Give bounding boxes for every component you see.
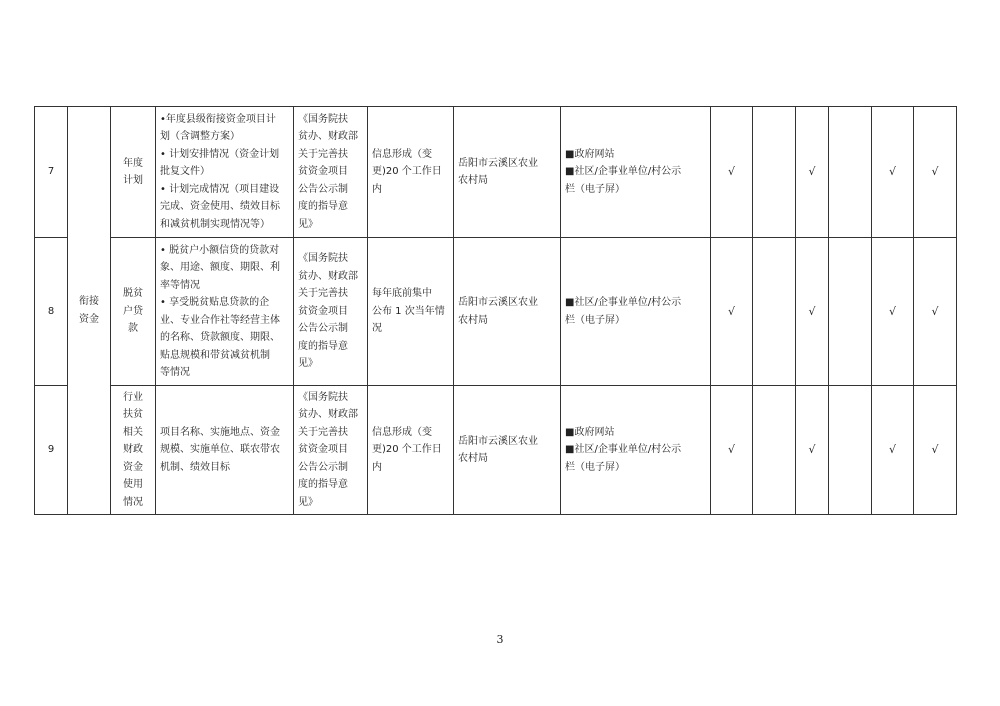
check-mark: √ [914,238,957,386]
item-cell [111,238,156,386]
basis-cell-line: 度的指导意 [298,479,348,491]
basis-cell-line: 公告公示制 [298,461,348,473]
timing-cell-line: 况 [372,323,382,335]
content-line: 规模、实施单位、联农带农 [160,444,280,456]
check-mark: √ [914,107,957,238]
content-line: 率等情况 [160,279,200,291]
table-row [35,238,957,386]
item-cell-line: 款 [128,323,138,335]
basis-cell-line: 公告公示制 [298,183,348,195]
table-body [35,107,957,515]
category-cell [68,107,111,515]
basis-cell-line: 《国务院扶 [298,113,348,125]
channel-cell-line: 栏（电子屏） [565,314,625,326]
basis-cell [294,107,368,238]
table-row [35,386,957,515]
content-cell [156,107,294,238]
timing-cell [368,386,454,515]
channel-cell-line: ■社区/企事业单位/村公示 [565,166,682,178]
check-mark [829,238,872,386]
row-index-line: 9 [47,444,55,456]
item-cell-line: 扶贫 [123,409,143,421]
timing-cell-line: 信息形成（变 [372,426,432,438]
item-cell-line: 相关 [123,426,143,438]
channel-cell-line: ■社区/企事业单位/村公示 [565,444,682,456]
channel-cell-line: ■政府网站 [565,148,615,160]
basis-cell-line: 见》 [298,358,318,370]
check-mark: √ [711,386,753,515]
check-mark [753,238,796,386]
agency-cell-line: 农村局 [458,453,488,464]
agency-cell-line: 岳阳市云溪区农业 [458,157,538,169]
check-mark [829,386,872,515]
basis-cell-line: 贫办、财政部 [298,270,358,282]
timing-cell-line: 公布 1 次当年情 [372,305,445,317]
item-cell-line: 使用 [123,479,143,491]
basis-cell-line: 度的指导意 [298,340,348,352]
content-line: • 计划安排情况（资金计划 [160,148,280,160]
basis-cell-line: 见》 [298,496,318,508]
check-mark: √ [872,107,914,238]
item-cell-line: 情况 [123,496,143,508]
item-cell-line: 财政 [123,444,143,456]
check-mark: √ [711,238,753,386]
timing-cell-line: 内 [372,183,382,195]
agency-cell-line: 岳阳市云溪区农业 [458,435,538,447]
content-line: 项目名称、实施地点、资金 [160,426,280,438]
basis-cell-line: 《国务院扶 [298,391,348,403]
channel-cell-line: 栏（电子屏） [565,461,625,473]
check-mark [753,107,796,238]
timing-cell-line: 更)20 个工作日 [372,444,442,456]
agency-cell [454,386,561,515]
timing-cell-line: 更)20 个工作日 [372,166,442,178]
disclosure-table [34,106,957,515]
row-index [35,107,68,238]
channel-cell-line: 栏（电子屏） [565,183,625,195]
channel-cell [561,386,711,515]
content-line: • 计划完成情况（项目建设 [160,183,280,195]
category-cell-line: 衔接 [79,296,99,307]
content-line: 完成、资金使用、绩效目标 [160,201,280,213]
check-mark: √ [796,386,829,515]
check-mark: √ [872,386,914,515]
basis-cell-line: 《国务院扶 [298,253,348,265]
check-mark: √ [872,238,914,386]
table-row [35,107,957,238]
check-mark: √ [796,238,829,386]
basis-cell-line: 见》 [298,218,318,230]
basis-cell-line: 贫资金项目 [298,166,348,178]
content-line: • 脱贫户小额信贷的贷款对 [160,244,280,256]
content-line: 的名称、贷款额度、期限、 [160,332,280,343]
item-cell-line: 计划 [123,175,143,186]
check-mark [829,107,872,238]
channel-cell-line: ■社区/企事业单位/村公示 [565,297,682,308]
item-cell [111,386,156,515]
basis-cell-line: 关于完善扶 [298,426,348,438]
basis-cell-line: 贫资金项目 [298,305,348,317]
timing-cell-line: 信息形成（变 [372,148,432,160]
content-item [160,181,289,234]
item-cell-line: 资金 [123,461,143,473]
item-cell-line: 年度 [123,157,143,169]
check-mark [753,386,796,515]
basis-cell-line: 贫办、财政部 [298,409,358,421]
content-line: 和减贫机制实现情况等） [160,218,270,230]
basis-cell-line: 关于完善扶 [298,288,348,300]
category-cell-line: 资金 [79,313,99,325]
content-line: 划（含调整方案） [160,131,240,143]
content-cell [156,386,294,515]
content-cell [156,238,294,386]
channel-cell [561,238,711,386]
basis-cell-line: 关于完善扶 [298,148,348,160]
row-index [35,238,68,386]
agency-cell-line: 农村局 [458,314,488,326]
check-mark: √ [796,107,829,238]
basis-cell [294,386,368,515]
agency-cell [454,238,561,386]
basis-cell-line: 度的指导意 [298,201,348,213]
item-cell-line: 户贷 [123,305,143,317]
content-line: 业、专业合作社等经营主体 [160,314,280,326]
check-mark: √ [711,107,753,238]
basis-cell-line: 贫资金项目 [298,444,348,456]
content-line: 批复文件） [160,166,210,178]
row-index-line: 7 [47,166,55,178]
content-item [160,146,289,181]
agency-cell [454,107,561,238]
content-line: • 享受脱贫贴息贷款的企 [160,297,270,308]
item-cell-line: 脱贫 [123,288,143,300]
content-item [160,424,289,477]
timing-cell [368,238,454,386]
channel-cell [561,107,711,238]
timing-cell-line: 每年底前集中 [372,288,432,300]
basis-cell [294,238,368,386]
content-line: 贴息规模和带贫减贫机制 [160,349,270,361]
timing-cell-line: 内 [372,461,382,473]
content-line: 机制、绩效目标 [160,461,230,473]
page-number: 3 [496,633,504,646]
content-item [160,294,289,382]
content-line: •年度县级衔接资金项目计 [160,113,276,125]
content-line: 象、用途、额度、期限、利 [160,262,280,273]
content-item [160,111,289,146]
channel-cell-line: ■政府网站 [565,426,615,438]
agency-cell-line: 岳阳市云溪区农业 [458,297,538,308]
check-mark: √ [914,386,957,515]
basis-cell-line: 贫办、财政部 [298,131,358,143]
basis-cell-line: 公告公示制 [298,323,348,335]
agency-cell-line: 农村局 [458,175,488,186]
content-item [160,242,289,295]
item-cell [111,107,156,238]
content-line: 等情况 [160,367,190,378]
timing-cell [368,107,454,238]
item-cell-line: 行业 [123,391,143,403]
row-index-line: 8 [47,305,55,317]
row-index [35,386,68,515]
